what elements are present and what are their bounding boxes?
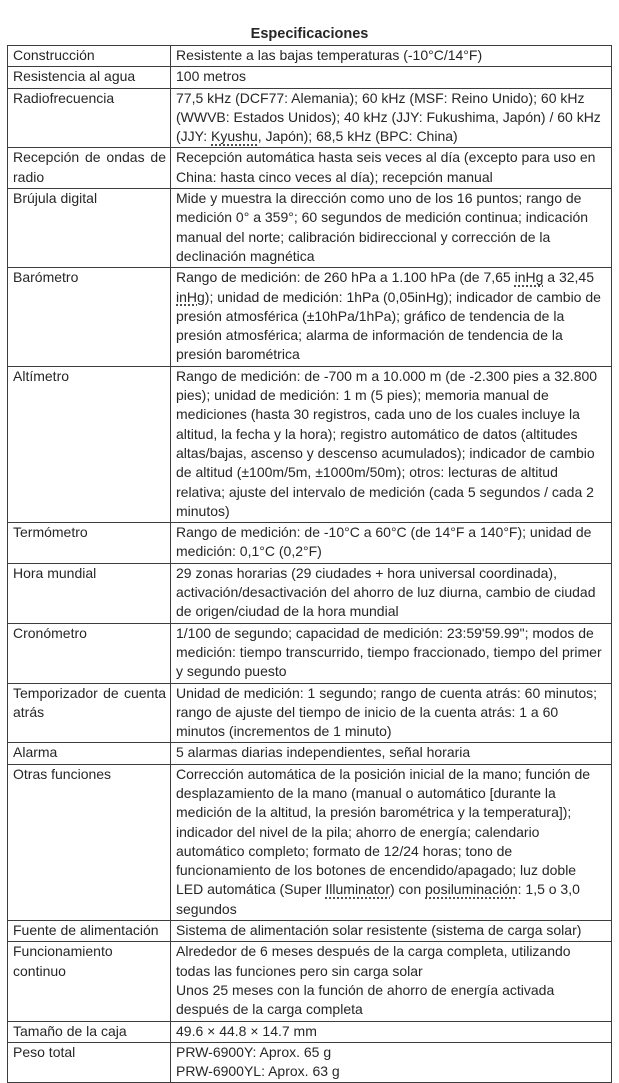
spec-value-paragraph: 1/100 de segundo; capacidad de medición: 23:59'59.99"; modos de medición: tiempo transcurrido, tiempo fraccionado, tiempo del primer y segundo puesto bbox=[176, 624, 602, 680]
spec-value-paragraph: Alrededor de 6 meses después de la carga completa, utilizando todas las funciones pero sin carga solar bbox=[176, 943, 571, 979]
table-row bbox=[8, 921, 612, 942]
spec-label: Cronómetro bbox=[8, 623, 171, 683]
spec-value bbox=[171, 743, 612, 764]
table-row bbox=[8, 743, 612, 764]
spec-label: Radiofrecuencia bbox=[8, 88, 171, 148]
spec-label: Tamaño de la caja bbox=[8, 1021, 171, 1042]
spec-value-paragraph: 77,5 kHz (DCF77: Alemania); 60 kHz (MSF: Reino Unido); 60 kHz (WWVB: Estados Unidos); 40 kHz (JJY: Fukushima, Japón) / 60 kHz (JJY: Kyushu, Japón); 68,5 kHz (BPC: China) bbox=[176, 89, 601, 145]
spec-label: Barómetro bbox=[8, 268, 171, 366]
specifications-table-body bbox=[8, 46, 612, 1083]
spec-value bbox=[171, 563, 612, 623]
misspelled-word: posiluminación bbox=[425, 881, 518, 898]
spec-label: Temporizador de cuenta atrás bbox=[8, 683, 171, 743]
table-row bbox=[8, 623, 612, 683]
spec-label: Otras funciones bbox=[8, 764, 171, 920]
spec-value-paragraph: Unidad de medición: 1 segundo; rango de cuenta atrás: 60 minutos; rango de ajuste del tiempo de inicio de la cuenta atrás: 1 a 60 minutos (incrementos de 1 minuto) bbox=[176, 684, 598, 740]
spec-value bbox=[171, 942, 612, 1021]
spec-value-paragraph: Corrección automática de la posición inicial de la mano; función de desplazamiento de la mano (manual o automático [durante la medición de la altitud, la presión barométrica y la temperatura]); indicador del nivel de la pila; ahorro de energía; calendario automático completo; formato de 12/24 horas; tono de funcionamiento de los botones de encendido/apagado; luz doble LED automática (Super Illuminator) con posiluminación: 1,5 o 3,0 segundos bbox=[176, 765, 591, 917]
misspelled-word: Illuminator bbox=[325, 881, 390, 898]
spec-value-paragraph: 49.6 × 44.8 × 14.7 mm bbox=[176, 1022, 317, 1039]
spec-value-paragraph: PRW-6900Y: Aprox. 65 g bbox=[176, 1043, 332, 1060]
spec-value-paragraph: 100 metros bbox=[176, 68, 247, 85]
spec-value bbox=[171, 148, 612, 189]
spec-value-paragraph: Rango de medición: de -700 m a 10.000 m (de -2.300 pies a 32.800 pies); unidad de medición: 1 m (5 pies); memoria manual de mediciones (hasta 30 registros, cada uno de los cuales incluye la altitud, la fecha y la hora); registro automático de datos (altitudes altas/bajas, ascenso y descenso acumulados); indicador de cambio de altitud (±100m/5m, ±1000m/50m); otros: lecturas de altitud relativa; ajuste del intervalo de medición (cada 5 segundos / cada 2 minutos) bbox=[176, 367, 598, 519]
spec-value bbox=[171, 683, 612, 743]
spec-label: Termómetro bbox=[8, 523, 171, 564]
spec-value-paragraph: Rango de medición: de 260 hPa a 1.100 hPa (de 7,65 inHg a 32,45 inHg); unidad de medición: 1hPa (0,05inHg); indicador de cambio de presión atmosférica (±10hPa/1hPa); gráfico de tendencia de la presión atmosférica; alarma de información de tendencia de la presión barométrica bbox=[176, 269, 601, 363]
spec-value-paragraph: Mide y muestra la dirección como uno de los 16 puntos; rango de medición 0° a 359°; 60 segundos de medición continua; indicación manual del norte; calibración bidireccional y corrección de la declinación magnética bbox=[176, 190, 589, 264]
table-row bbox=[8, 1042, 612, 1083]
table-row bbox=[8, 268, 612, 366]
spec-value bbox=[171, 921, 612, 942]
table-row bbox=[8, 764, 612, 920]
table-row bbox=[8, 1021, 612, 1042]
spec-value-paragraph: Rango de medición: de -10°C a 60°C (de 14°F a 140°F); unidad de medición: 0,1°C (0,2°F) bbox=[176, 524, 592, 560]
spec-value-paragraph: Recepción automática hasta seis veces al día (excepto para uso en China: hasta cinco veces al día); recepción manual bbox=[176, 149, 596, 185]
specifications-table bbox=[7, 45, 612, 1083]
spec-value bbox=[171, 1021, 612, 1042]
table-row bbox=[8, 67, 612, 88]
spec-value bbox=[171, 623, 612, 683]
spec-value-paragraph: Sistema de alimentación solar resistente (sistema de carga solar) bbox=[176, 922, 582, 939]
spec-label: Fuente de alimentación bbox=[8, 921, 171, 942]
spec-value bbox=[171, 88, 612, 148]
spec-value bbox=[171, 67, 612, 88]
table-row bbox=[8, 189, 612, 268]
table-row bbox=[8, 46, 612, 67]
spec-value bbox=[171, 1042, 612, 1083]
spec-label: Funcionamiento continuo bbox=[8, 942, 171, 1021]
spec-value-paragraph: Resistente a las bajas temperaturas (-10°C/14°F) bbox=[176, 47, 483, 63]
misspelled-word: inHg bbox=[176, 288, 205, 305]
spec-value-paragraph: Unos 25 meses con la función de ahorro de energía activada después de la carga completa bbox=[176, 981, 555, 1018]
spec-label: Peso total bbox=[8, 1042, 171, 1083]
spec-value-paragraph: PRW-6900YL: Aprox. 63 g bbox=[176, 1063, 340, 1080]
spec-label: Recepción de ondas de radio bbox=[8, 148, 171, 189]
table-row bbox=[8, 563, 612, 623]
misspelled-word: Kyushu bbox=[211, 128, 258, 145]
spec-value-paragraph: 5 alarmas diarias independientes, señal horaria bbox=[176, 744, 471, 761]
spec-value bbox=[171, 46, 612, 67]
spec-value bbox=[171, 764, 612, 920]
table-row bbox=[8, 942, 612, 1021]
table-row bbox=[8, 523, 612, 564]
table-row bbox=[8, 683, 612, 743]
table-row bbox=[8, 366, 612, 522]
spec-value bbox=[171, 366, 612, 522]
misspelled-word: inHg bbox=[514, 269, 544, 286]
spec-label: Hora mundial bbox=[8, 563, 171, 623]
spec-value bbox=[171, 189, 612, 268]
page-title: Especificaciones bbox=[250, 26, 369, 42]
spec-label: Construcción bbox=[8, 46, 171, 67]
spec-value bbox=[171, 523, 612, 564]
spec-label: Resistencia al agua bbox=[8, 67, 171, 88]
spec-label: Brújula digital bbox=[8, 189, 171, 268]
spec-value bbox=[171, 268, 612, 366]
spec-label: Altímetro bbox=[8, 366, 171, 522]
table-row bbox=[8, 88, 612, 148]
table-row bbox=[8, 148, 612, 189]
spec-value-paragraph: 29 zonas horarias (29 ciudades + hora universal coordinada), activación/desactivación del ahorro de luz diurna, cambio de ciudad de origen/ciudad de la hora mundial bbox=[176, 564, 596, 620]
spec-label: Alarma bbox=[8, 743, 171, 764]
